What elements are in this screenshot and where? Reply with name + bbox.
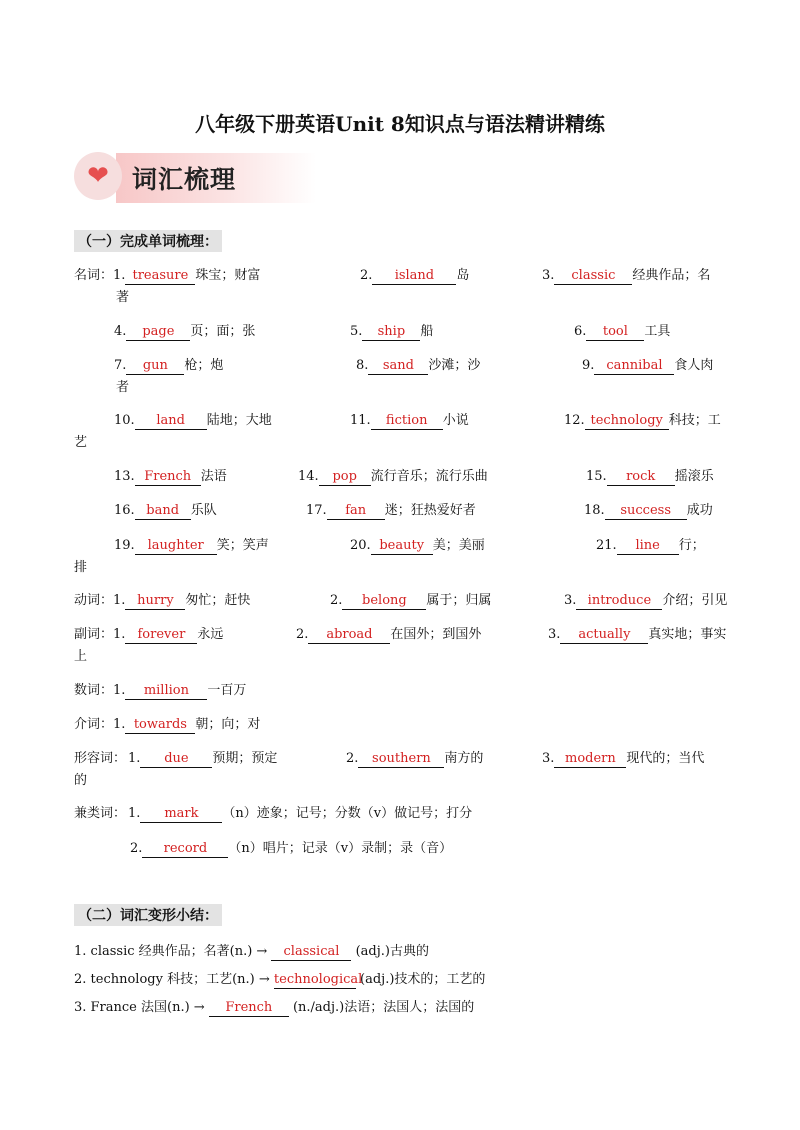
answer-blank: belong — [342, 593, 426, 610]
vocab-item — [564, 409, 721, 430]
vocab-row — [74, 589, 734, 611]
wrapped-text: 的 — [74, 773, 88, 788]
item-meaning: 美；美丽 — [432, 538, 485, 553]
vocab-row — [74, 713, 734, 735]
word-form-row — [74, 968, 485, 989]
item-number: 1. — [113, 717, 126, 732]
item-meaning: 南方的 — [444, 751, 484, 766]
item-meaning: 现代的；当代 — [626, 751, 705, 766]
vocab-item — [114, 465, 227, 486]
item-number: 6. — [574, 324, 587, 339]
answer-blank: page — [126, 324, 190, 341]
vocab-item — [114, 354, 223, 375]
vocab-row — [74, 679, 734, 701]
answer-blank: mark — [140, 806, 222, 823]
vocab-item — [306, 499, 476, 520]
answer-blank: sand — [368, 358, 428, 375]
banner-circle — [74, 152, 122, 200]
vocab-row — [74, 623, 734, 645]
item-number: 3. — [542, 268, 555, 283]
answer-blank: rock — [607, 469, 675, 486]
item-meaning: 珠宝；财富 — [195, 268, 261, 283]
item-number: 15. — [586, 469, 607, 484]
vocab-row — [74, 264, 734, 286]
vocab-item — [564, 589, 727, 610]
vocab-row — [74, 802, 734, 824]
item-meaning: 岛 — [456, 268, 470, 283]
item-meaning: 食人肉 — [674, 358, 714, 373]
vocab-item — [114, 534, 269, 555]
vocab-item — [350, 534, 485, 555]
item-number: 8. — [356, 358, 369, 373]
vocab-item — [596, 534, 705, 555]
vocab-item — [113, 589, 250, 610]
item-meaning: 沙滩；沙 — [428, 358, 481, 373]
vocab-item — [113, 623, 223, 644]
answer-blank: technological — [273, 972, 363, 987]
answer-blank: success — [605, 503, 687, 520]
item-number: 1. — [113, 683, 126, 698]
wrapped-text: 者 — [116, 380, 130, 395]
item-number: 1. — [128, 806, 141, 821]
item-meaning: 法语 — [200, 469, 227, 484]
item-number: 9. — [582, 358, 595, 373]
item-number: 2. — [346, 751, 359, 766]
item-meaning: 行； — [678, 538, 705, 553]
vocab-item — [128, 802, 472, 823]
item-meaning: 乐队 — [190, 503, 217, 518]
answer-blank: island — [372, 268, 456, 285]
wrapped-text: 排 — [74, 560, 88, 575]
answer-blank: land — [135, 413, 207, 430]
vocab-item — [350, 409, 469, 430]
item-number: 4. — [114, 324, 127, 339]
item-number: 2. — [130, 841, 143, 856]
vocab-item — [360, 264, 469, 285]
vocab-item — [356, 354, 480, 375]
item-meaning: 一百万 — [207, 683, 247, 698]
item-number: 13. — [114, 469, 135, 484]
answer-blank: band — [135, 503, 191, 520]
vocab-item — [584, 499, 713, 520]
answer-blank: pop — [319, 469, 371, 486]
item-number: 1. — [128, 751, 141, 766]
vocab-item — [582, 354, 713, 375]
item-meaning: 真实地；事实 — [648, 627, 727, 642]
answer-blank: forever — [125, 627, 197, 644]
answer-blank: French — [209, 1000, 289, 1017]
section2-heading: （二）词汇变形小结： — [74, 904, 222, 926]
item-meaning: 成功 — [686, 503, 713, 518]
item-number: 1. — [113, 268, 126, 283]
answer-blank: technology — [585, 413, 669, 430]
word-class-label: 介词： — [74, 717, 114, 732]
item-meaning: 小说 — [442, 413, 469, 428]
item-number: 3. — [542, 751, 555, 766]
vocab-item — [298, 465, 488, 486]
item-meaning: 迷；狂热爱好者 — [384, 503, 476, 518]
item-meaning: 笑；笑声 — [216, 538, 269, 553]
answer-blank: fiction — [371, 413, 443, 430]
item-number: 20. — [350, 538, 371, 553]
item-number: 5. — [350, 324, 363, 339]
item-number: 7. — [114, 358, 127, 373]
answer-blank: introduce — [576, 593, 662, 610]
vocab-item — [114, 409, 272, 430]
word-form-row — [74, 996, 474, 1017]
item-number: 17. — [306, 503, 327, 518]
answer-blank: beauty — [371, 538, 433, 555]
answer-blank: tool — [586, 324, 644, 341]
word-form-result: (n./adj.)法语；法国人；法国的 — [288, 1000, 475, 1015]
answer-blank: gun — [126, 358, 184, 375]
vocab-row — [74, 409, 734, 431]
item-meaning: 工具 — [644, 324, 671, 339]
word-class-label: 兼类词： — [74, 806, 127, 821]
item-meaning: 永远 — [197, 627, 224, 642]
item-meaning: 朝；向；对 — [195, 717, 261, 732]
word-form-result: (adj.)古典的 — [351, 944, 429, 959]
vocab-item — [350, 320, 433, 341]
item-meaning: 介绍；引见 — [662, 593, 728, 608]
item-meaning: 陆地；大地 — [206, 413, 272, 428]
word-class-label: 数词： — [74, 683, 114, 698]
vocab-item — [128, 747, 277, 768]
vocab-item — [548, 623, 726, 644]
vocab-row — [74, 499, 734, 521]
item-number: 18. — [584, 503, 605, 518]
item-meaning: （n）迹象；记号；分数（v）做记号；打分 — [222, 806, 473, 821]
section-banner — [74, 148, 404, 206]
word-form-source: 2. technology 科技；工艺(n.) → — [74, 972, 274, 987]
answer-blank: French — [135, 469, 201, 486]
vocab-item — [114, 499, 217, 520]
item-number: 1. — [113, 627, 126, 642]
answer-blank: million — [125, 683, 207, 700]
vocab-item — [346, 747, 483, 768]
item-meaning: 页；面；张 — [190, 324, 256, 339]
vocab-row — [74, 747, 734, 769]
answer-blank: hurry — [125, 593, 185, 610]
item-meaning: 属于；归属 — [426, 593, 492, 608]
word-class-label: 形容词： — [74, 751, 127, 766]
answer-blank: southern — [358, 751, 444, 768]
answer-blank: towards — [125, 717, 195, 734]
word-form-source: 1. classic 经典作品；名著(n.) → — [74, 944, 272, 959]
vocab-item — [130, 837, 452, 858]
item-number: 1. — [113, 593, 126, 608]
word-form-source: 3. France 法国(n.) → — [74, 1000, 209, 1015]
banner-label: 词汇梳理 — [132, 165, 237, 194]
vocab-item — [296, 623, 481, 644]
answer-blank: cannibal — [594, 358, 674, 375]
vocab-row — [74, 465, 734, 487]
item-meaning: 科技；工 — [668, 413, 721, 428]
item-number: 3. — [548, 627, 561, 642]
answer-blank: ship — [362, 324, 420, 341]
item-meaning: 在国外；到国外 — [390, 627, 482, 642]
vocab-item — [330, 589, 491, 610]
item-number: 10. — [114, 413, 135, 428]
item-number: 11. — [350, 413, 371, 428]
item-meaning: 枪；炮 — [184, 358, 224, 373]
answer-blank: fan — [327, 503, 385, 520]
vocab-row — [74, 837, 734, 859]
vocab-row — [74, 320, 734, 342]
item-number: 2. — [360, 268, 373, 283]
vocab-item — [113, 713, 260, 734]
item-meaning: 预期；预定 — [212, 751, 278, 766]
section1-heading: （一）完成单词梳理： — [74, 230, 222, 252]
item-meaning: 摇滚乐 — [674, 469, 714, 484]
item-number: 16. — [114, 503, 135, 518]
item-meaning: 流行音乐；流行乐曲 — [370, 469, 488, 484]
word-class-label: 副词： — [74, 627, 114, 642]
answer-blank: due — [140, 751, 212, 768]
item-number: 2. — [296, 627, 309, 642]
heart-icon: ❤ — [87, 161, 109, 191]
answer-blank: treasure — [125, 268, 195, 285]
vocab-item — [113, 264, 260, 285]
vocab-row — [74, 534, 734, 556]
wrapped-text: 艺 — [74, 435, 88, 450]
page-title: 八年级下册英语Unit 8知识点与语法精讲精练 — [195, 112, 605, 136]
vocab-item — [542, 747, 704, 768]
item-number: 19. — [114, 538, 135, 553]
vocab-item — [574, 320, 670, 341]
word-class-label: 动词： — [74, 593, 114, 608]
item-meaning: 匆忙；赶快 — [185, 593, 251, 608]
answer-blank: classic — [554, 268, 632, 285]
item-meaning: （n）唱片；记录（v）录制；录（音） — [228, 841, 453, 856]
item-meaning: 船 — [420, 324, 434, 339]
word-form-result: (adj.)技术的；工艺的 — [355, 972, 486, 987]
item-number: 14. — [298, 469, 319, 484]
answer-blank: record — [142, 841, 228, 858]
answer-blank: classical — [271, 944, 351, 961]
answer-blank: line — [617, 538, 679, 555]
item-number: 2. — [330, 593, 343, 608]
vocab-item — [586, 465, 714, 486]
answer-blank: laughter — [135, 538, 217, 555]
vocab-item — [113, 679, 246, 700]
answer-blank: abroad — [308, 627, 390, 644]
word-form-row — [74, 940, 429, 961]
vocab-row — [74, 354, 734, 376]
word-class-label: 名词： — [74, 268, 114, 283]
item-number: 21. — [596, 538, 617, 553]
vocab-item — [114, 320, 255, 341]
vocab-item — [542, 264, 710, 285]
item-meaning: 经典作品；名 — [632, 268, 711, 283]
item-number: 12. — [564, 413, 585, 428]
wrapped-text: 著 — [116, 290, 130, 305]
item-number: 3. — [564, 593, 577, 608]
wrapped-text: 上 — [74, 649, 88, 664]
answer-blank: modern — [554, 751, 626, 768]
answer-blank: actually — [560, 627, 648, 644]
